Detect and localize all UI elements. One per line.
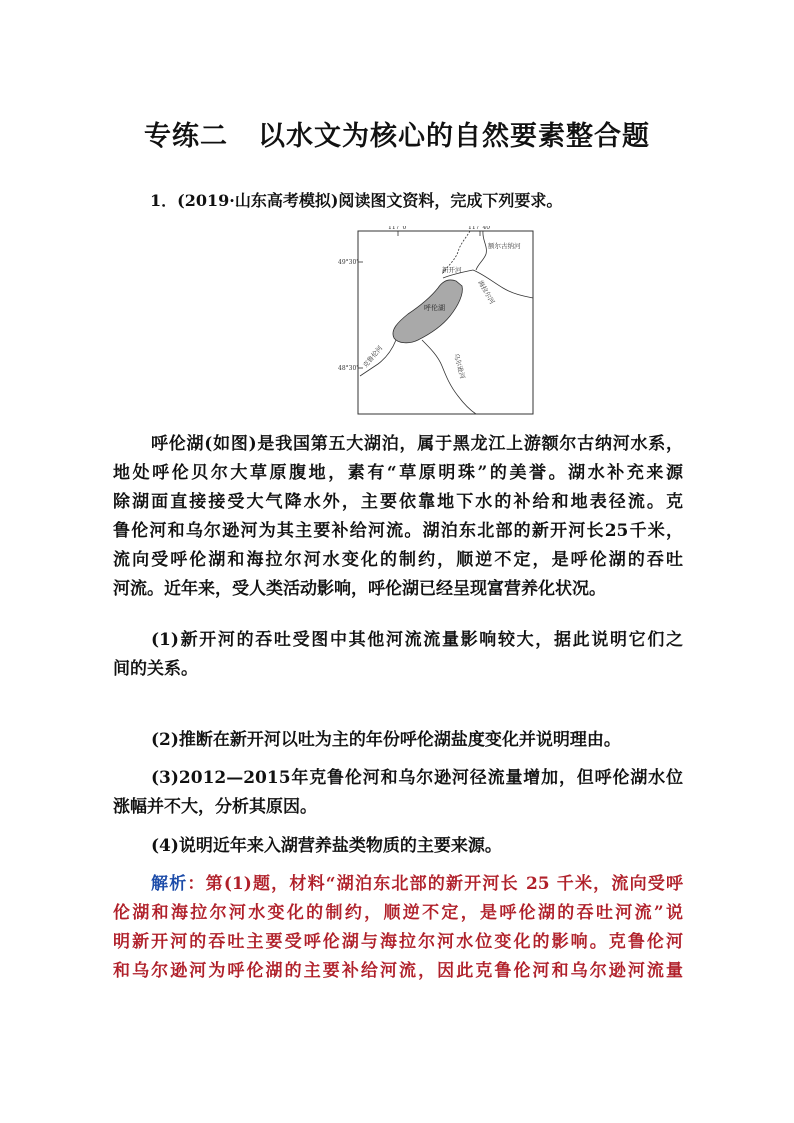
sub-question-line: (1)新开河的吞吐受图中其他河流流量影响较大，据此说明它们之 [151,630,683,650]
intro-paragraph [113,430,683,604]
lon-label-1: 117°0' [388,226,408,231]
sub-question-4 [113,832,683,861]
map-frame [358,231,533,414]
sub-question-line: 间的关系。 [113,659,198,679]
sub-question-line: (4)说明近年来入湖营养盐类物质的主要来源。 [151,836,502,856]
analysis-line: 和乌尔逊河为呼伦湖的主要补给河流，因此克鲁伦河和乌尔逊河流量 [113,961,683,981]
question-text: (2019·山东高考模拟)阅读图文资料，完成下列要求。 [177,191,563,210]
page-title [0,114,794,153]
sub-question-3 [113,764,683,822]
sub-question-2 [113,726,683,755]
sub-question-line: 涨幅并不大，分析其原因。 [113,797,317,817]
analysis-label: 解析 [151,874,188,894]
intro-line: 地处呼伦贝尔大草原腹地，素有“草原明珠”的美誉。湖水补充来源 [113,463,683,483]
analysis-first-line [113,870,683,899]
sub-question-1 [113,626,683,684]
sub-question-line: (3)2012—2015年克鲁伦河和乌尔逊河径流量增加，但呼伦湖水位 [151,768,683,788]
lat-label-2: 48°30' [338,365,358,372]
sub-question-line: (2)推断在新开河以吐为主的年份呼伦湖盐度变化并说明理由。 [151,730,621,750]
lon-label-2: 117°40' [468,226,492,231]
analysis-line: 明新开河的吞吐主要受呼伦湖与海拉尔河水位变化的影响。克鲁伦河 [113,932,683,952]
intro-line: 鲁伦河和乌尔逊河为其主要补给河流。湖泊东北部的新开河长25千米， [113,521,683,541]
label-hulun: 呼伦湖 [424,304,445,312]
analysis-paragraph [113,870,683,986]
hulun-lake-map [338,226,538,418]
analysis-line: 伦湖和海拉尔河水变化的制约，顺逆不定，是呼伦湖的吞吐河流”说 [113,903,683,923]
lat-label-1: 49°30' [338,259,358,266]
label-xinkai: 新开河 [442,266,462,274]
label-orshun: 乌尔逊河 [452,352,467,380]
question-number: 1． [150,191,178,210]
title-section: 专练二 [144,121,228,152]
intro-line: 除湖面直接接受大气降水外，主要依靠地下水的补给和地表径流。克 [113,492,683,512]
question-header [150,188,562,211]
intro-line: 河流。近年来，受人类活动影响，呼伦湖已经呈现富营养化状况。 [113,579,606,599]
intro-line: 流向受呼伦湖和海拉尔河水变化的制约，顺逆不定，是呼伦湖的吞吐 [113,550,683,570]
label-ergun: 额尔古纳河 [488,242,521,250]
intro-line: 呼伦湖(如图)是我国第五大湖泊，属于黑龙江上游额尔古纳河水系， [151,434,683,454]
label-hailar: 海拉尔河 [476,279,497,306]
analysis-first-text: ：第(1)题，材料“湖泊东北部的新开河长 25 千米，流向受呼 [187,874,684,894]
title-topic: 以水文为核心的自然要素整合题 [258,121,650,152]
label-kerulen: 克鲁伦河 [361,344,385,370]
